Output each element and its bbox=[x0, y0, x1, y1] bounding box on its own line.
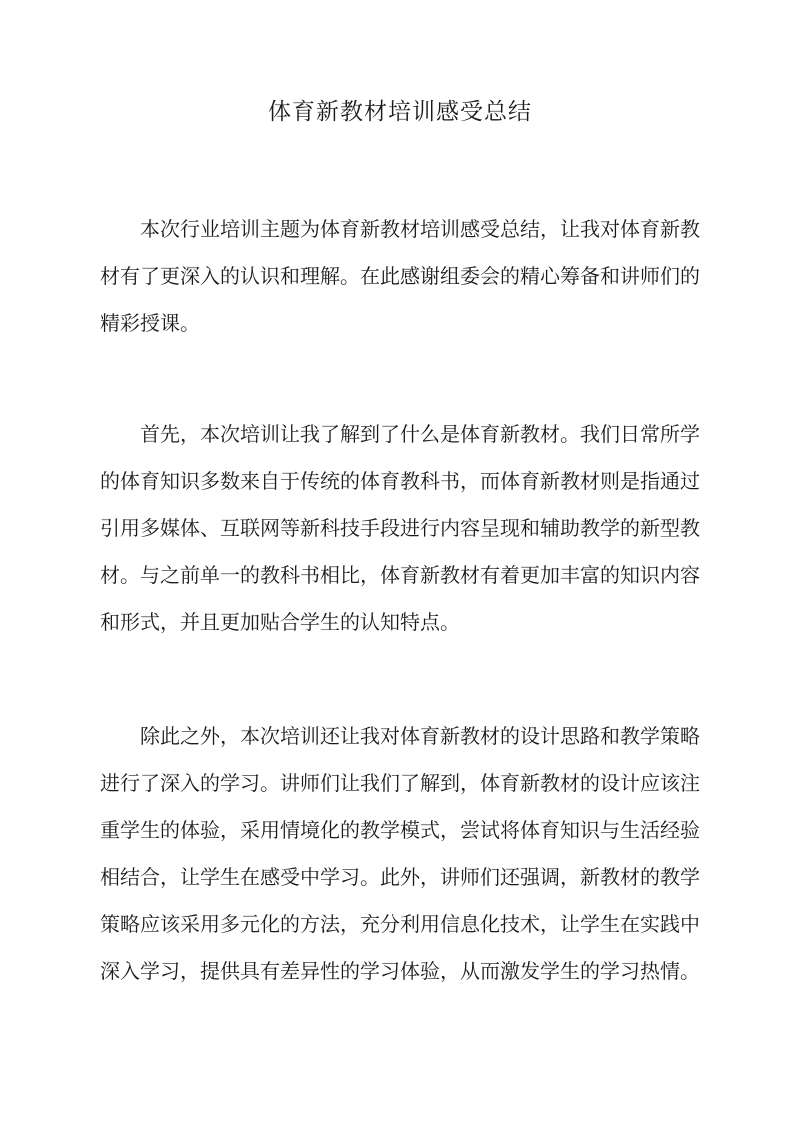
paragraph-intro: 本次行业培训主题为体育新教材培训感受总结，让我对体育新教材有了更深入的认识和理解。在此感谢组委会的精心筹备和讲师们的精彩授课。 bbox=[100, 217, 700, 335]
document-title: 体育新教材培训感受总结 bbox=[268, 99, 532, 125]
paragraph-first: 首先，本次培训让我了解到了什么是体育新教材。我们日常所学的体育知识多数来自于传统的体育教科书，而体育新教材则是指通过引用多媒体、互联网等新科技手段进行内容呈现和辅助教学的新型教材。与之前单一的教科书相比，体育新教材有着更加丰富的知识内容和形式，并且更加贴合学生的认知特点。 bbox=[100, 422, 700, 634]
paragraph-second: 除此之外，本次培训还让我对体育新教材的设计思路和教学策略进行了深入的学习。讲师们让我们了解到，体育新教材的设计应该注重学生的体验，采用情境化的教学模式，尝试将体育知识与生活经验相结合，让学生在感受中学习。此外，讲师们还强调，新教材的教学策略应该采用多元化的方法，充分利用信息化技术，让学生在实践中深入学习，提供具有差异性的学习体验，从而激发学生的学习热情。 bbox=[100, 724, 700, 983]
